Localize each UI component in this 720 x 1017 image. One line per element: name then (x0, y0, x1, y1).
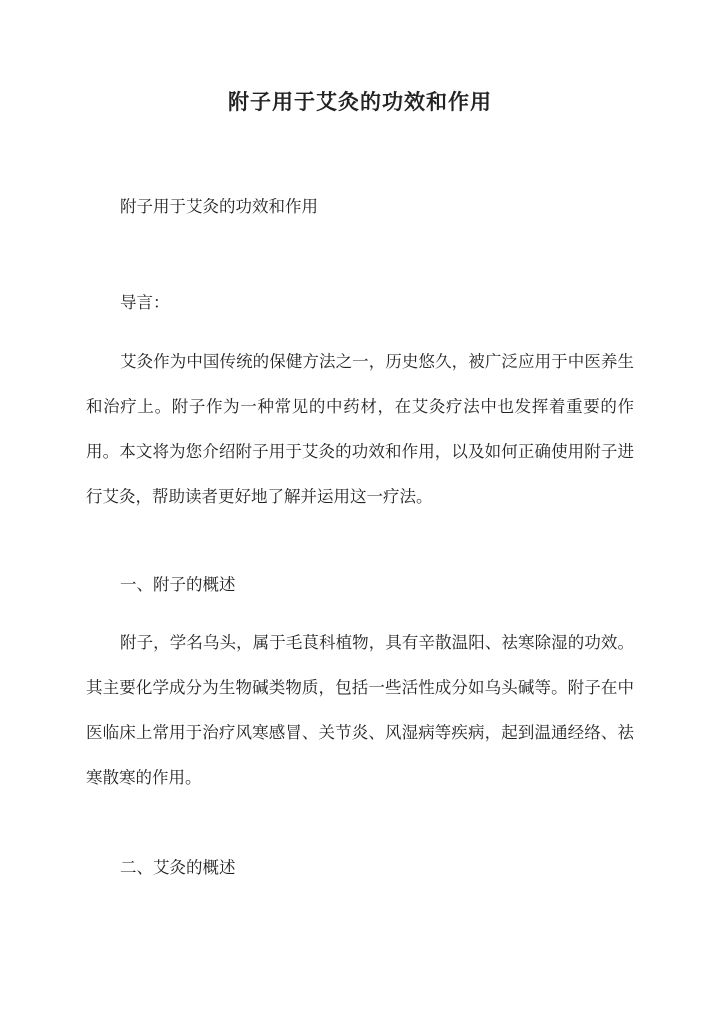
intro-paragraph: 艾灸作为中国传统的保健方法之一，历史悠久，被广泛应用于中医养生和治疗上。附子作为一种常见的中药材，在艾灸疗法中也发挥着重要的作用。本文将为您介绍附子用于艾灸的功效和作用，以及如何正确使用附子进行艾灸，帮助读者更好地了解并运用这一疗法。 (86, 352, 634, 506)
document-title: 附子用于艾灸的功效和作用 (228, 89, 492, 114)
intro-heading: 导言： (120, 293, 170, 312)
section1-paragraph: 附子，学名乌头，属于毛茛科植物，具有辛散温阳、祛寒除湿的功效。其主要化学成分为生物碱类物质，包括一些活性成分如乌头碱等。附子在中医临床上常用于治疗风寒感冒、关节炎、风湿病等疾病，起到温通经络、祛寒散寒的作用。 (86, 633, 634, 787)
section2-heading: 二、艾灸的概述 (120, 858, 236, 877)
section1-heading: 一、附子的概述 (120, 575, 236, 594)
document-subtitle: 附子用于艾灸的功效和作用 (120, 197, 318, 216)
